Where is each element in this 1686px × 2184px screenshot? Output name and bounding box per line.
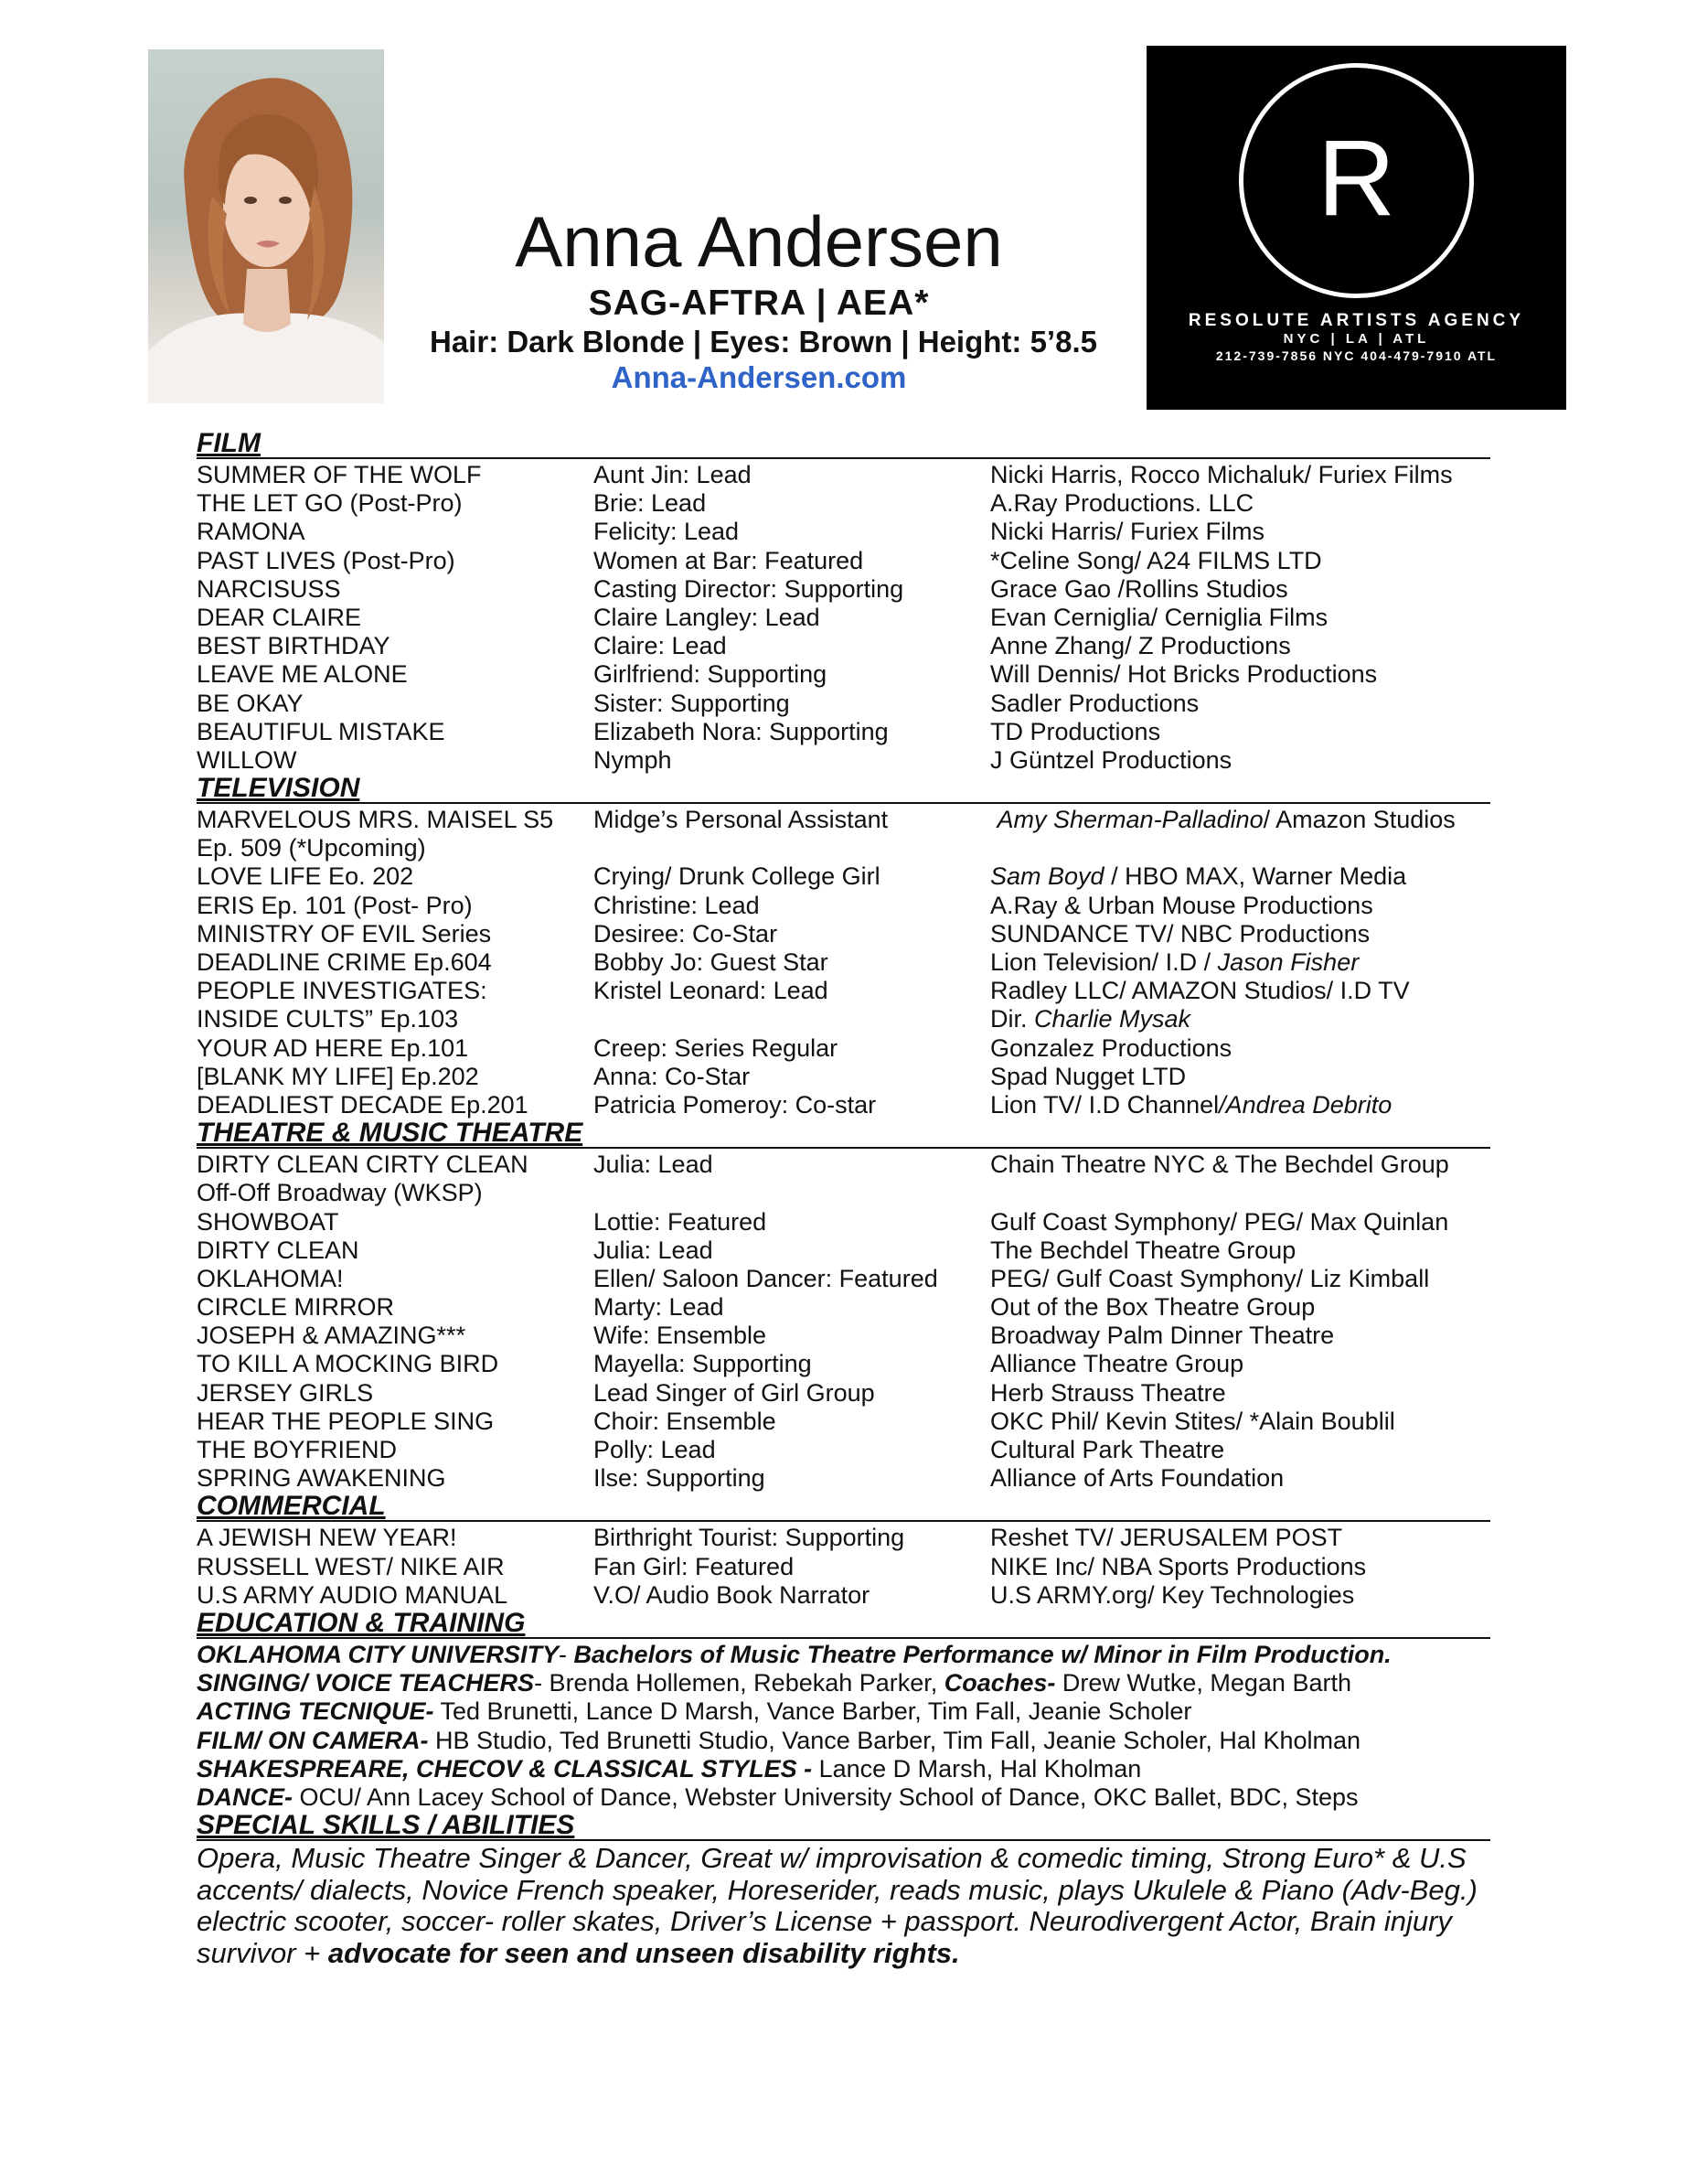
website-link[interactable]: Anna-Andersen.com bbox=[611, 360, 907, 394]
skills-text: Opera, Music Theatre Singer & Dancer, Great w/ improvisation & comedic timing, Strong Euro* & U.S accents/ dialects, Novice French speaker, Horeserider, reads music, plays Ukulele & Piano (Adv-Beg.) electric scooter, soccer- roller skates, Driver’s License + passport. Neurodivergent Actor, Brain injury survivor + advocate for seen and unseen disability rights. bbox=[197, 1842, 1478, 1969]
table-row: ERIS Ep. 101 (Post- Pro) Christine: Lead A.Ray & Urban Mouse Productions bbox=[197, 891, 1373, 919]
education-dance: DANCE- OCU/ Ann Lacey School of Dance, Webster University School of Dance, OKC Ballet, BDC, Steps bbox=[197, 1783, 1359, 1811]
theatre-credits bbox=[197, 1151, 1490, 1493]
table-row: BEST BIRTHDAY Claire: Lead Anne Zhang/ Z Productions bbox=[197, 632, 1291, 660]
table-row: YOUR AD HERE Ep.101 Creep: Series Regular Gonzalez Productions bbox=[197, 1033, 1232, 1062]
education-acting: ACTING TECNIQUE- Ted Brunetti, Lance D Marsh, Vance Barber, Tim Fall, Jeanie Scholer bbox=[197, 1697, 1192, 1726]
union-affiliations: SAG-AFTRA | AEA* bbox=[588, 284, 930, 323]
table-row: SUMMER OF THE WOLF Aunt Jin: Lead Nicki Harris, Rocco Michaluk/ Furiex Films bbox=[197, 461, 1453, 488]
table-row: DIRTY CLEAN Julia: Lead The Bechdel Theatre Group bbox=[197, 1236, 1297, 1264]
table-row: DIRTY CLEAN CIRTY CLEAN Julia: Lead Chain Theatre NYC & The Bechdel Group bbox=[197, 1151, 1449, 1179]
agency-logo-circle bbox=[1238, 62, 1475, 299]
table-row: HEAR THE PEOPLE SING Choir: Ensemble OKC Phil/ Kevin Stites/ *Alain Boublil bbox=[197, 1407, 1395, 1435]
table-row: LOVE LIFE Eo. 202 Crying/ Drunk College Girl Sam Boyd / HBO MAX, Warner Media bbox=[197, 862, 1407, 891]
agency-logo-letter: R bbox=[1317, 118, 1396, 239]
table-row: DEAR CLAIRE Claire Langley: Lead Evan Cerniglia/ Cerniglia Films bbox=[197, 603, 1329, 631]
table-row: BEAUTIFUL MISTAKE Elizabeth Nora: Supporting TD Productions bbox=[197, 717, 1161, 745]
film-credits bbox=[197, 461, 1490, 775]
table-row: WILLOW Nymph J Güntzel Productions bbox=[197, 745, 1232, 774]
table-row: DEADLINE CRIME Ep.604 Bobby Jo: Guest Star Lion Television/ I.D / Jason Fisher bbox=[197, 948, 1360, 976]
actor-name: Anna Andersen bbox=[515, 201, 1003, 282]
table-row: CIRCLE MIRROR Marty: Lead Out of the Box Theatre Group bbox=[197, 1293, 1316, 1322]
table-row: NARCISUSS Casting Director: Supporting Grace Gao /Rollins Studios bbox=[197, 574, 1288, 603]
table-row: JOSEPH & AMAZING*** Wife: Ensemble Broadway Palm Dinner Theatre bbox=[197, 1322, 1335, 1350]
table-row: TO KILL A MOCKING BIRD Mayella: Supporting Alliance Theatre Group bbox=[197, 1350, 1244, 1378]
table-row: SPRING AWAKENING Ilse: Supporting Alliance of Arts Foundation bbox=[197, 1464, 1285, 1493]
education-school: OKLAHOMA CITY UNIVERSITY- Bachelors of Music Theatre Performance w/ Minor in Film Production. bbox=[197, 1640, 1392, 1668]
table-row: PEOPLE INVESTIGATES: Kristel Leonard: Lead Radley LLC/ AMAZON Studios/ I.D TV bbox=[197, 977, 1410, 1005]
table-row: RUSSELL WEST/ NIKE AIR Fan Girl: Featured NIKE Inc/ NBA Sports Productions bbox=[197, 1552, 1367, 1580]
table-row: INSIDE CULTS” Ep.103 Dir. Charlie Mysak bbox=[197, 1005, 1191, 1033]
education-heading: EDUCATION & TRAINING bbox=[197, 1610, 1490, 1639]
agency-name: RESOLUTE ARTISTS AGENCY bbox=[1188, 311, 1525, 330]
table-row: THE BOYFRIEND Polly: Lead Cultural Park Theatre bbox=[197, 1436, 1225, 1463]
film-heading: FILM bbox=[197, 430, 1490, 459]
commercial-credits bbox=[197, 1524, 1490, 1610]
education-classical: SHAKESPREARE, CHECOV & CLASSICAL STYLES - Lance D Marsh, Hal Kholman bbox=[197, 1754, 1142, 1783]
education-voice: SINGING/ VOICE TEACHERS- Brenda Hollemen, Rebekah Parker, Coaches- Drew Wutke, Megan Barth bbox=[197, 1669, 1351, 1697]
physical-stats: Hair: Dark Blonde | Eyes: Brown | Height: 5’8.5 bbox=[430, 325, 1097, 359]
television-credits bbox=[197, 806, 1490, 1119]
table-row: [BLANK MY LIFE] Ep.202 Anna: Co-Star Spad Nugget LTD bbox=[197, 1062, 1187, 1090]
table-row: DEADLIEST DECADE Ep.201 Patricia Pomeroy: Co-star Lion TV/ I.D Channel/Andrea Debrito bbox=[197, 1090, 1393, 1119]
table-row: Ep. 509 (*Upcoming) bbox=[197, 834, 426, 862]
television-heading: TELEVISION bbox=[197, 775, 1490, 804]
agency-cities: NYC | LA | ATL bbox=[1283, 331, 1430, 347]
headshot-photo bbox=[148, 49, 384, 403]
table-row: OKLAHOMA! Ellen/ Saloon Dancer: Featured PEG/ Gulf Coast Symphony/ Liz Kimball bbox=[197, 1264, 1430, 1292]
table-row: BE OKAY Sister: Supporting Sadler Productions bbox=[197, 689, 1200, 717]
table-row: SHOWBOAT Lottie: Featured Gulf Coast Symphony/ PEG/ Max Quinlan bbox=[197, 1207, 1449, 1236]
table-row: MINISTRY OF EVIL Series Desiree: Co-Star SUNDANCE TV/ NBC Productions bbox=[197, 919, 1371, 947]
agency-phones: 212-739-7856 NYC 404-479-7910 ATL bbox=[1215, 348, 1498, 363]
resume-body bbox=[197, 430, 1490, 1969]
commercial-heading: COMMERCIAL bbox=[197, 1493, 1490, 1522]
theatre-heading: THEATRE & MUSIC THEATRE bbox=[197, 1119, 1490, 1149]
table-row: RAMONA Felicity: Lead Nicki Harris/ Furiex Films bbox=[197, 518, 1264, 546]
table-row: U.S ARMY AUDIO MANUAL V.O/ Audio Book Narrator U.S ARMY.org/ Key Technologies bbox=[197, 1580, 1355, 1609]
education-list bbox=[197, 1641, 1490, 1812]
table-row: MARVELOUS MRS. MAISEL S5 Midge’s Personal Assistant Amy Sherman-Palladino/ Amazon Studios bbox=[197, 806, 1456, 834]
table-row: Off-Off Broadway (WKSP) bbox=[197, 1179, 483, 1207]
table-row: LEAVE ME ALONE Girlfriend: Supporting Will Dennis/ Hot Bricks Productions bbox=[197, 660, 1378, 689]
table-row: JERSEY GIRLS Lead Singer of Girl Group Herb Strauss Theatre bbox=[197, 1378, 1226, 1407]
table-row: THE LET GO (Post-Pro) Brie: Lead A.Ray Productions. LLC bbox=[197, 489, 1254, 518]
agency-logo bbox=[1147, 46, 1566, 410]
table-row: A JEWISH NEW YEAR! Birthright Tourist: Supporting Reshet TV/ JERUSALEM POST bbox=[197, 1524, 1343, 1552]
education-camera: FILM/ ON CAMERA- HB Studio, Ted Brunetti Studio, Vance Barber, Tim Fall, Jeanie Scholer, Hal Kholman bbox=[197, 1726, 1361, 1754]
skills-heading: SPECIAL SKILLS / ABILITIES bbox=[197, 1812, 1490, 1841]
table-row: PAST LIVES (Post-Pro) Women at Bar: Featured *Celine Song/ A24 FILMS LTD bbox=[197, 546, 1322, 574]
